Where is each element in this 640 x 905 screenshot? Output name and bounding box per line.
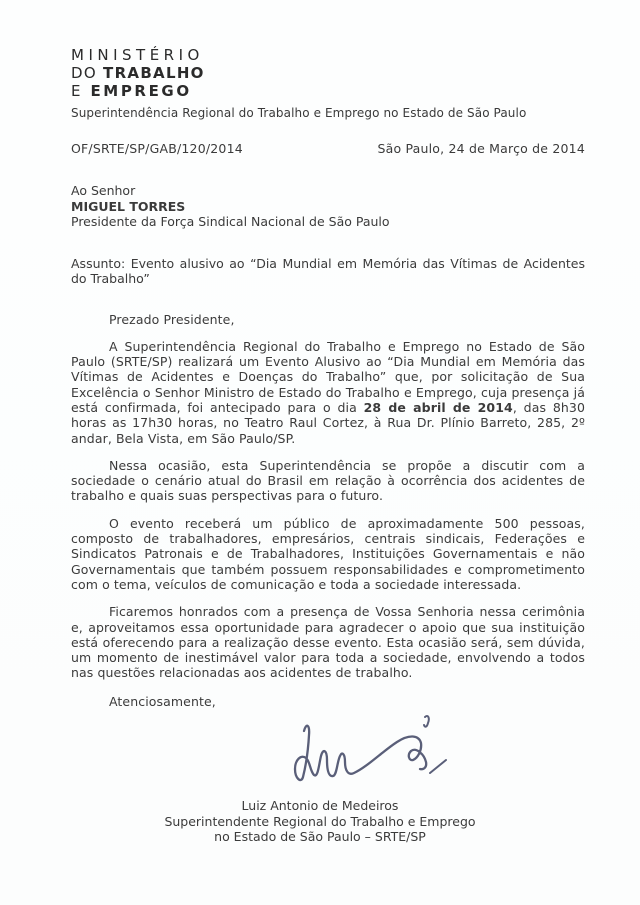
signatory-role-line2: no Estado de São Paulo – SRTE/SP xyxy=(214,829,426,845)
recipient-name: MIGUEL TORRES xyxy=(71,198,186,214)
paragraph-audience-description: O evento receberá um público de aproximadamente 500 pessoas, composto de trabalhadores, empresários, centrais sindicais, Federações e Sindicatos Patronais e de Trabalhadores, Instituições Governamentais e não Governamentais que também possuem responsabilidades e comprometimento com o tema, veículos de comunicação e toda a sociedade interessada. xyxy=(71,515,585,592)
signature-apostrophe-mark xyxy=(424,716,429,727)
signatory-name: Luiz Antonio de Medeiros xyxy=(241,798,399,814)
regional-superintendence-subtitle: Superintendência Regional do Trabalho e Emprego no Estado de São Paulo xyxy=(71,106,527,120)
signature-main-stroke xyxy=(295,726,426,780)
paragraph1-text-after-date: , das 8h30 horas as 17h30 horas, no Teatro Raul Cortez, à Rua Dr. Plínio Barreto, 285, 2º andar, Bela Vista, em São Paulo/SP. xyxy=(71,399,586,446)
recipient-salutation: Ao Senhor xyxy=(71,183,136,198)
ministry-name-line2 xyxy=(71,64,585,82)
signature-ink-strokes xyxy=(283,711,459,797)
ministry-name-line3-bold: EMPREGO xyxy=(90,82,192,100)
signature-tail-slash xyxy=(430,760,446,773)
paragraph-invitation-thanks: Ficaremos honrados com a presença de Vossa Senhoria nessa cerimônia e, aproveitamos essa oportunidade para agradecer o apoio que sua instituição está oferecendo para a realização desse evento. Esta ocasião será, sem dúvida, um momento de inestimável valor para toda a sociedade, envolvendo a todos nas questões relacionadas aos acidentes de trabalho. xyxy=(71,604,585,681)
greeting: Prezado Presidente, xyxy=(109,311,235,327)
subject-line: Assunto: Evento alusivo ao “Dia Mundial em Memória das Vítimas de Acidentes do Trabalho” xyxy=(71,255,585,286)
paragraph-event-purpose: Nessa ocasião, esta Superintendência se propõe a discutir com a sociedade o cenário atual do Brasil em relação à ocorrência dos acidentes de trabalho e quais suas perspectivas para o futuro. xyxy=(71,457,585,504)
event-date-bold: 28 de abril de 2014 xyxy=(363,399,513,415)
recipient-block xyxy=(71,183,585,230)
ministry-name-line3-prefix: E xyxy=(71,82,91,100)
ministry-name-line1: MINISTÉRIO xyxy=(71,46,204,64)
paragraph-event-announcement xyxy=(71,339,585,446)
handwritten-signature xyxy=(283,711,459,797)
ministry-name-line2-prefix: DO xyxy=(71,64,104,82)
ministry-name-line2-bold: TRABALHO xyxy=(103,64,205,82)
ministry-name-line3 xyxy=(71,82,585,100)
document-reference-number: OF/SRTE/SP/GAB/120/2014 xyxy=(71,141,243,156)
place-and-date: São Paulo, 24 de Março de 2014 xyxy=(377,141,585,156)
paragraph1-text-before-date: A Superintendência Regional do Trabalho e Emprego no Estado de São Paulo (SRTE/SP) realizará um Evento Alusivo ao “Dia Mundial em Memória das Vítimas de Acidentes e Doenças do Trabalho” que, por solicitação de Sua Excelência o Senhor Ministro de Estado do Trabalho e Emprego, cuja presença já está confirmada, foi antecipado para o dia xyxy=(71,338,585,415)
closing-salutation: Atenciosamente, xyxy=(109,693,216,709)
signatory-role-line1: Superintendente Regional do Trabalho e Emprego xyxy=(164,813,476,829)
recipient-title: Presidente da Força Sindical Nacional de São Paulo xyxy=(71,214,390,229)
ministry-letterhead xyxy=(71,46,585,120)
signatory-block xyxy=(55,798,585,845)
reference-date-row xyxy=(71,141,585,156)
